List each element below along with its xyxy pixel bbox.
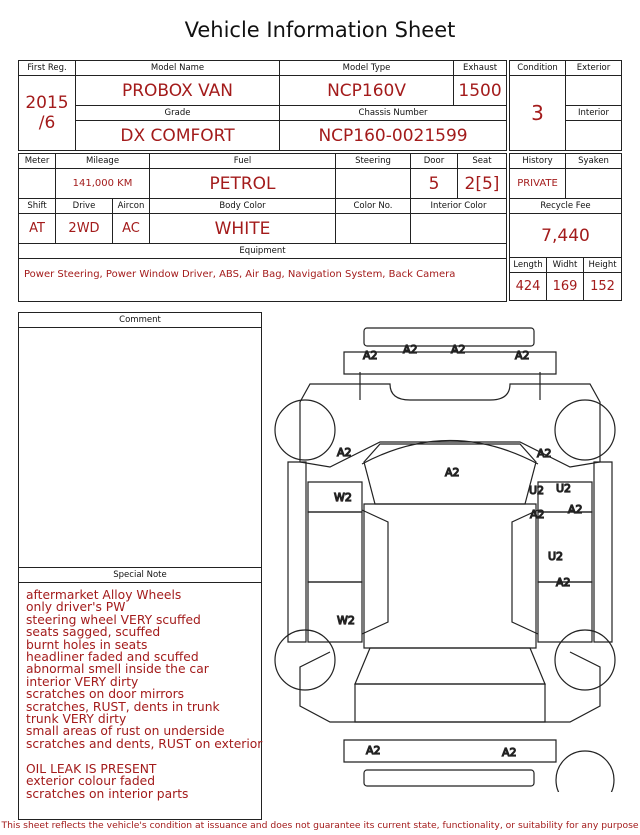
meter-label: Meter [19,154,56,169]
damage-hood: A2 [445,466,460,479]
shift-label: Shift [19,199,56,214]
special-note-item: only driver's PW [26,600,126,615]
first-reg-value [19,76,76,151]
height-label: Height [584,258,622,273]
first-reg-month: /6 [38,113,56,133]
rear-bumper-lower [364,770,534,786]
aircon-label: Aircon [113,199,150,214]
steering-label: Steering [336,154,411,169]
width-value: 169 [547,273,584,301]
right-front-door-panel [538,512,592,582]
damage-front-bumper-left: A2 [363,349,378,362]
left-front-door-panel [308,512,362,582]
damage-rear-bumper-left: A2 [366,744,381,757]
special-note-item: seats sagged, scuffed [26,625,161,640]
special-note-item: burnt holes in seats [26,637,148,652]
vehicle-spec-table [18,153,507,302]
damage-right-front-door-u2: U2 [556,482,572,495]
condition-label: Condition [510,61,566,76]
special-note-item: exterior colour faded [26,774,155,789]
condition-table [509,60,622,151]
right-rear-door-panel [538,582,592,642]
car-damage-diagram [270,322,630,792]
special-note-item: interior VERY dirty [26,674,139,689]
damage-rear-bumper-right: A2 [502,746,517,759]
front-right-wheel [555,400,615,460]
condition-value: 3 [510,76,566,151]
disclaimer-footer: This sheet reflects the vehicle's condition at issuance and does not guarantee its current state, functionality, or suitability for any purpose [1,820,639,831]
recycle-table [509,198,622,301]
damage-right-front-fender: A2 [537,447,552,460]
history-label: History [510,154,566,169]
rear-window [355,648,545,684]
special-note-item [26,750,261,762]
special-note-item: OIL LEAK IS PRESENT [26,761,157,776]
history-value: PRIVATE [510,169,566,199]
exhaust-label: Exhaust [454,61,507,76]
special-note-item: abnormal smell inside the car [26,662,209,677]
exhaust-value: 1500 [454,76,507,106]
front-left-wheel [275,400,335,460]
drive-value: 2WD [56,214,113,244]
special-note-item: small areas of rust on underside [26,724,225,739]
length-value: 424 [510,273,547,301]
comment-box [18,312,262,568]
damage-front-bumper-right: A2 [515,349,530,362]
interior-color-label: Interior Color [411,199,507,214]
grade-value: DX COMFORT [76,121,280,151]
equipment-text: Power Steering, Power Window Driver, ABS, Air Bag, Navigation System, Back Camera [24,269,456,280]
height-value: 152 [584,273,622,301]
recycle-fee-label: Recycle Fee [510,199,622,214]
special-note-item: scratches, RUST, dents in trunk [26,699,220,714]
damage-front-bumper-mid1: A2 [403,343,418,356]
shift-value: AT [19,214,56,244]
mileage-label: Mileage [56,154,150,169]
body-color-value: WHITE [150,214,336,244]
special-note-item: scratches and dents, RUST on exterior [26,736,263,751]
door-value: 5 [411,169,458,199]
recycle-fee-value: 7,440 [510,214,622,258]
body-color-label: Body Color [150,199,336,214]
first-reg-year: 2015 [25,93,69,113]
special-note-box [18,567,262,820]
special-note-item: steering wheel VERY scuffed [26,612,201,627]
damage-left-rear-door: W2 [337,614,355,627]
special-note-item: aftermarket Alloy Wheels [26,588,182,602]
damage-left-front-fender: A2 [337,446,352,459]
damage-right-front-door-u: U2 [529,484,545,497]
door-label: Door [411,154,458,169]
damage-front-bumper-mid2: A2 [451,343,466,356]
seat-value: 2[5] [458,169,507,199]
roof-panel [364,504,536,648]
equipment-label: Equipment [19,244,507,259]
color-no-value [336,214,411,244]
front-bumper-upper [364,328,534,346]
special-note-item: scratches on door mirrors [26,687,185,702]
special-note-label: Special Note [19,568,261,583]
model-type-label: Model Type [280,61,454,76]
front-lights [360,372,540,400]
damage-right-rear-door-a: A2 [556,576,571,589]
aircon-value: AC [113,214,150,244]
fuel-value: PETROL [150,169,336,199]
trunk-panel [355,684,545,722]
exterior-label: Exterior [566,61,622,76]
fuel-label: Fuel [150,154,336,169]
special-note-list [19,583,261,800]
model-type-value: NCP160V [280,76,454,106]
history-table [509,153,622,199]
model-name-label: Model Name [76,61,280,76]
damage-right-rear-door-u: U2 [548,550,564,563]
spare-wheel [556,751,614,792]
equipment-value [19,259,507,302]
model-name-value: PROBOX VAN [76,76,280,106]
seat-label: Seat [458,154,507,169]
chassis-label: Chassis Number [280,106,507,121]
special-note-item: scratches on interior parts [26,786,189,801]
syaken-value [566,169,622,199]
special-note-item: trunk VERY dirty [26,712,127,727]
rear-left-wheel [275,630,335,690]
drive-label: Drive [56,199,113,214]
pillars [362,510,538,634]
exterior-value [566,76,622,106]
sheet-title: Vehicle Information Sheet [184,18,456,42]
damage-right-front-door-a2: A2 [568,503,583,516]
interior-label: Interior [566,106,622,121]
syaken-label: Syaken [566,154,622,169]
special-note-item: headliner faded and scuffed [26,650,199,665]
meter-value [19,169,56,199]
width-label: Widht [547,258,584,273]
mileage-value: 141,000 KM [56,169,150,199]
comment-label: Comment [19,313,261,328]
damage-left-front-door: W2 [334,491,352,504]
left-rear-door-panel [308,582,362,642]
chassis-value: NCP160-0021599 [280,121,507,151]
grade-label: Grade [76,106,280,121]
vehicle-info-table [18,60,507,151]
color-no-label: Color No. [336,199,411,214]
damage-right-front-door-a: A2 [530,508,545,521]
first-reg-label: First Reg. [19,61,76,76]
steering-value [336,169,411,199]
length-label: Length [510,258,547,273]
interior-value [566,121,622,151]
interior-color-value [411,214,507,244]
